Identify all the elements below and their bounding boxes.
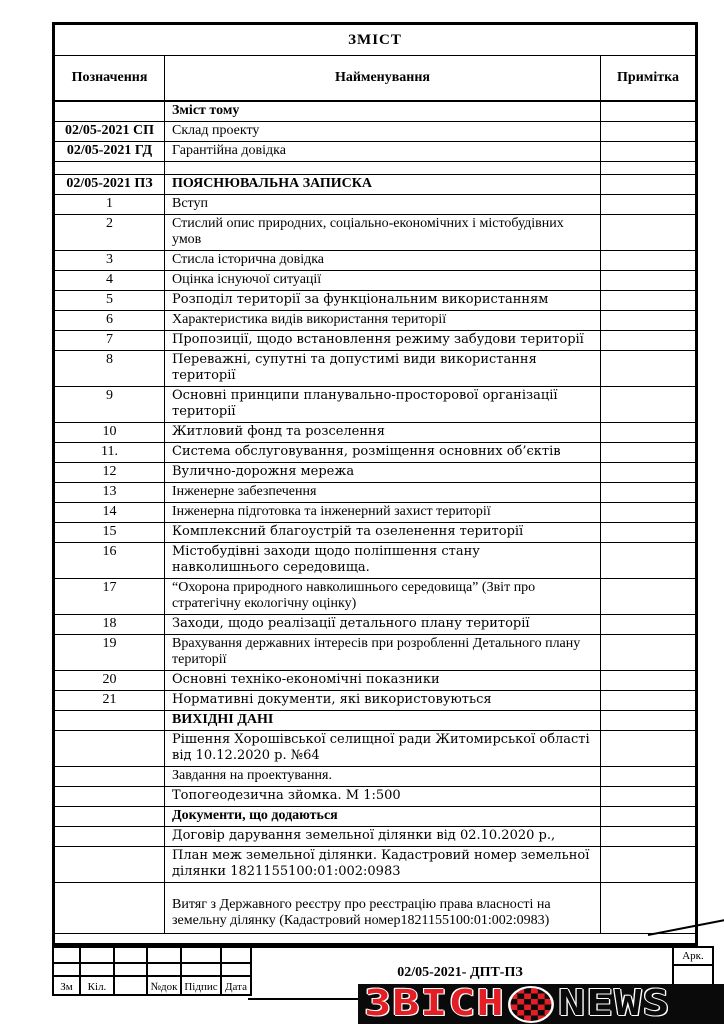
note-cell xyxy=(601,543,695,578)
name-cell: Система обслуговування, розміщення основних об’єктів xyxy=(165,443,601,462)
toc-row xyxy=(55,883,695,934)
grid-cell xyxy=(81,962,115,975)
grid-cell xyxy=(115,948,148,962)
grid-cell xyxy=(182,962,222,975)
grid-cell xyxy=(54,948,81,962)
note-cell xyxy=(601,271,695,290)
designation-cell xyxy=(55,827,165,846)
note-cell xyxy=(601,351,695,386)
note-cell xyxy=(601,883,695,933)
toc-row xyxy=(55,691,695,711)
designation-cell: 13 xyxy=(55,483,165,502)
name-cell: Склад проекту xyxy=(165,122,601,141)
name-cell: Договір дарування земельної ділянки від 02.10.2020 р., xyxy=(165,827,601,846)
toc-row xyxy=(55,443,695,463)
checkered-o-icon xyxy=(509,986,555,1023)
designation-cell: 5 xyxy=(55,291,165,310)
column-header-note: Примітка xyxy=(617,70,679,85)
designation-cell: 02/05-2021 СП xyxy=(55,122,165,141)
toc-row xyxy=(55,731,695,767)
table-header xyxy=(55,56,695,102)
name-cell: Вулично-дорожня мережа xyxy=(165,463,601,482)
toc-row xyxy=(55,847,695,883)
designation-cell xyxy=(55,847,165,882)
grid-cell xyxy=(54,962,81,975)
note-cell xyxy=(601,523,695,542)
name-cell: Переважні, супутні та допустимі види використання території xyxy=(165,351,601,386)
toc-row xyxy=(55,195,695,215)
note-cell xyxy=(601,175,695,194)
name-cell: Вступ xyxy=(165,195,601,214)
designation-cell: 21 xyxy=(55,691,165,710)
grid-cell xyxy=(222,962,250,975)
toc-row xyxy=(55,543,695,579)
note-cell xyxy=(601,195,695,214)
name-cell: Топогеодезична зйомка. М 1:500 xyxy=(165,787,601,806)
note-cell xyxy=(601,483,695,502)
toc-row xyxy=(55,175,695,195)
designation-cell: 16 xyxy=(55,543,165,578)
name-cell: Завдання на проектування. xyxy=(165,767,601,786)
grid-label-zm: Зм xyxy=(54,975,81,994)
designation-cell: 15 xyxy=(55,523,165,542)
toc-row xyxy=(55,291,695,311)
contents-table xyxy=(52,22,698,946)
name-cell: Заходи, щодо реалізації детального плану території xyxy=(165,615,601,634)
designation-cell: 18 xyxy=(55,615,165,634)
toc-row xyxy=(55,503,695,523)
toc-row xyxy=(55,351,695,387)
designation-cell: 10 xyxy=(55,423,165,442)
name-cell: Стисла історична довідка xyxy=(165,251,601,270)
grid-cell xyxy=(81,948,115,962)
name-cell: План меж земельної ділянки. Кадастровий номер земельної ділянки 1821155100:01:002:0983 xyxy=(165,847,601,882)
designation-cell: 20 xyxy=(55,671,165,690)
toc-row xyxy=(55,807,695,827)
designation-cell xyxy=(55,162,165,174)
note-cell xyxy=(601,102,695,121)
designation-cell xyxy=(55,711,165,730)
designation-cell: 3 xyxy=(55,251,165,270)
designation-cell: 9 xyxy=(55,387,165,422)
note-cell xyxy=(601,331,695,350)
name-cell: Оцінка існуючої ситуації xyxy=(165,271,601,290)
grid-cell xyxy=(148,962,182,975)
grid-label-ndok: №док xyxy=(148,975,182,994)
note-cell xyxy=(601,251,695,270)
toc-row xyxy=(55,463,695,483)
toc-row xyxy=(55,767,695,787)
note-cell xyxy=(601,671,695,690)
toc-row xyxy=(55,271,695,291)
note-cell xyxy=(601,503,695,522)
name-cell: ПОЯСНЮВАЛЬНА ЗАПИСКА xyxy=(165,175,601,194)
toc-row xyxy=(55,711,695,731)
toc-row xyxy=(55,615,695,635)
note-cell xyxy=(601,122,695,141)
designation-cell: 02/05-2021 ПЗ xyxy=(55,175,165,194)
name-cell: Розподіл території за функціональним використанням xyxy=(165,291,601,310)
toc-row xyxy=(55,787,695,807)
sheet-label: Арк. xyxy=(672,946,714,966)
note-cell xyxy=(601,767,695,786)
note-cell xyxy=(601,423,695,442)
designation-cell xyxy=(55,807,165,826)
revision-grid xyxy=(52,946,252,996)
designation-cell: 11. xyxy=(55,443,165,462)
note-cell xyxy=(601,615,695,634)
name-cell: Містобудівні заходи щодо поліпшення стану навколишнього середовища. xyxy=(165,543,601,578)
name-cell: Рішення Хорошівської селищної ради Житомирської області від 10.12.2020 р. №64 xyxy=(165,731,601,766)
designation-cell xyxy=(55,883,165,933)
toc-row xyxy=(55,142,695,162)
name-cell: Пропозиції, щодо встановлення режиму забудови території xyxy=(165,331,601,350)
designation-cell: 7 xyxy=(55,331,165,350)
grid-label-data: Дата xyxy=(222,975,250,994)
note-cell xyxy=(601,635,695,670)
note-cell xyxy=(601,142,695,161)
designation-cell: 2 xyxy=(55,215,165,250)
designation-cell xyxy=(55,787,165,806)
designation-cell: 12 xyxy=(55,463,165,482)
designation-cell: 14 xyxy=(55,503,165,522)
note-cell xyxy=(601,215,695,250)
column-header-name: Найменування xyxy=(165,56,601,100)
watermark-text-left: ЗВІСН xyxy=(364,983,505,1024)
toc-row xyxy=(55,423,695,443)
name-cell xyxy=(165,162,601,174)
note-cell xyxy=(601,162,695,174)
note-cell xyxy=(601,711,695,730)
note-cell xyxy=(601,847,695,882)
toc-row xyxy=(55,215,695,251)
grid-cell xyxy=(148,948,182,962)
note-cell xyxy=(601,463,695,482)
grid-cell xyxy=(222,948,250,962)
watermark-logo xyxy=(358,984,724,1024)
name-cell: “Охорона природного навколишнього середовища” (Звіт про стратегічну екологічну оцінку) xyxy=(165,579,601,614)
grid-cell xyxy=(182,948,222,962)
designation-cell: 19 xyxy=(55,635,165,670)
name-cell: Основні принципи планувально-просторової організації території xyxy=(165,387,601,422)
toc-row xyxy=(55,523,695,543)
grid-label-pidpys: Підпис xyxy=(182,975,222,994)
designation-cell: 02/05-2021 ГД xyxy=(55,142,165,161)
name-cell: Інженерне забезпечення xyxy=(165,483,601,502)
grid-label-kil: Кіл. xyxy=(81,975,115,994)
designation-cell xyxy=(55,767,165,786)
designation-cell: 8 xyxy=(55,351,165,386)
name-cell: Інженерна підготовка та інженерний захист території xyxy=(165,503,601,522)
toc-row xyxy=(55,635,695,671)
toc-row xyxy=(55,671,695,691)
name-cell: Житловий фонд та розселення xyxy=(165,423,601,442)
designation-cell xyxy=(55,731,165,766)
name-cell: Комплексний благоустрій та озеленення території xyxy=(165,523,601,542)
toc-row xyxy=(55,251,695,271)
toc-row xyxy=(55,162,695,175)
grid-cell xyxy=(115,962,148,975)
name-cell: Стислий опис природних, соціально-економічних і містобудівних умов xyxy=(165,215,601,250)
toc-row xyxy=(55,579,695,615)
designation-cell: 1 xyxy=(55,195,165,214)
designation-cell: 6 xyxy=(55,311,165,330)
name-cell: Документи, що додаються xyxy=(165,807,601,826)
toc-row xyxy=(55,331,695,351)
toc-row xyxy=(55,387,695,423)
name-cell: ВИХІДНІ ДАНІ xyxy=(165,711,601,730)
note-cell xyxy=(601,387,695,422)
watermark-text-right: NEWS xyxy=(558,983,671,1024)
toc-row xyxy=(55,483,695,503)
note-cell xyxy=(601,691,695,710)
document-number: 02/05-2021- ДПТ-ПЗ xyxy=(248,946,674,1000)
note-cell xyxy=(601,443,695,462)
designation-cell: 4 xyxy=(55,271,165,290)
page-title: ЗМІСТ xyxy=(55,25,695,56)
column-header-designation: Позначення xyxy=(55,56,165,100)
name-cell: Основні техніко-економічні показники xyxy=(165,671,601,690)
note-cell xyxy=(601,579,695,614)
toc-row xyxy=(55,102,695,122)
note-cell xyxy=(601,807,695,826)
designation-cell: 17 xyxy=(55,579,165,614)
note-cell xyxy=(601,787,695,806)
name-cell: Зміст тому xyxy=(165,102,601,121)
note-cell xyxy=(601,731,695,766)
grid-label-blank xyxy=(115,975,148,994)
note-cell xyxy=(601,311,695,330)
note-cell xyxy=(601,291,695,310)
name-cell: Нормативні документи, які використовуються xyxy=(165,691,601,710)
designation-cell xyxy=(55,102,165,121)
toc-row xyxy=(55,311,695,331)
name-cell: Врахування державних інтересів при розробленні Детального плану території xyxy=(165,635,601,670)
note-cell xyxy=(601,827,695,846)
watermark-logo-inner xyxy=(358,983,671,1024)
name-cell: Витяг з Державного реєстру про реєстрацію права власності на земельну ділянку (Кадастровий номер1821155100:01:002:0983) xyxy=(165,883,601,933)
name-cell: Характеристика видів використання території xyxy=(165,311,601,330)
toc-row xyxy=(55,122,695,142)
toc-rows xyxy=(55,102,695,943)
toc-row xyxy=(55,827,695,847)
name-cell: Гарантійна довідка xyxy=(165,142,601,161)
